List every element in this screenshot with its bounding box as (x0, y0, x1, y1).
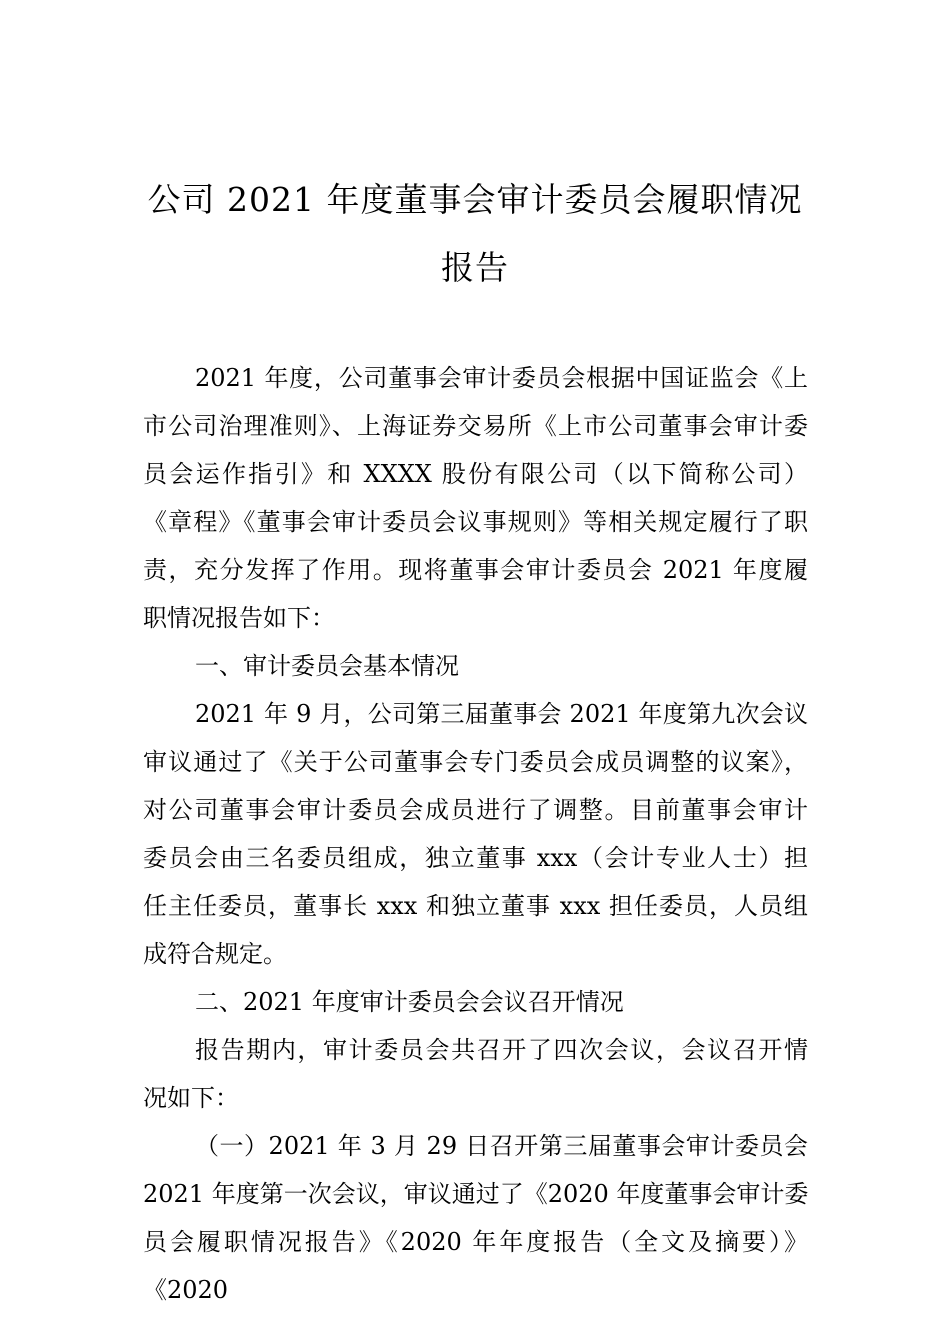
body-line: 对公司董事会审计委员会成员进行了调整。目前董事会审计 (143, 796, 808, 824)
body-line: （一）2021 年 3 月 29 日召开第三届董事会审计委员会 (195, 1132, 808, 1160)
body-line: 报告期内，审计委员会共召开了四次会议，会议召开情 (195, 1036, 808, 1064)
document-title-line-2: 报告 (441, 248, 509, 287)
body-line: 2021 年度，公司董事会审计委员会根据中国证监会《上 (195, 364, 808, 392)
body-line: 审议通过了《关于公司董事会专门委员会成员调整的议案》， (143, 748, 808, 776)
section-heading: 一、审计委员会基本情况 (195, 652, 459, 680)
body-line: 委员会由三名委员组成，独立董事 xxx（会计专业人士）担 (143, 844, 808, 872)
body-line: 2021 年度第一次会议，审议通过了《2020 年度董事会审计委 (143, 1180, 808, 1208)
body-line: 任主任委员，董事长 xxx 和独立董事 xxx 担任委员，人员组 (143, 892, 808, 920)
body-line: 成符合规定。 (143, 940, 287, 968)
body-line: 2021 年 9 月，公司第三届董事会 2021 年度第九次会议 (195, 700, 808, 728)
body-line: 职情况报告如下： (143, 604, 335, 632)
body-line: 员会履职情况报告》《2020 年年度报告（全文及摘要）》 (143, 1228, 808, 1256)
body-line: 市公司治理准则》、上海证券交易所《上市公司董事会审计委 (143, 412, 808, 440)
body-line: 况如下： (143, 1084, 239, 1112)
document-title-line-1: 公司 2021 年度董事会审计委员会履职情况 (147, 180, 803, 219)
body-line: 《2020 (143, 1276, 229, 1304)
section-heading: 二、2021 年度审计委员会会议召开情况 (195, 988, 624, 1016)
body-line: 《章程》《董事会审计委员会议事规则》等相关规定履行了职 (143, 508, 808, 536)
body-line: 员会运作指引》和 XXXX 股份有限公司（以下简称公司） (143, 460, 808, 488)
body-line: 责，充分发挥了作用。现将董事会审计委员会 2021 年度履 (143, 556, 808, 584)
document-body (143, 354, 808, 1314)
